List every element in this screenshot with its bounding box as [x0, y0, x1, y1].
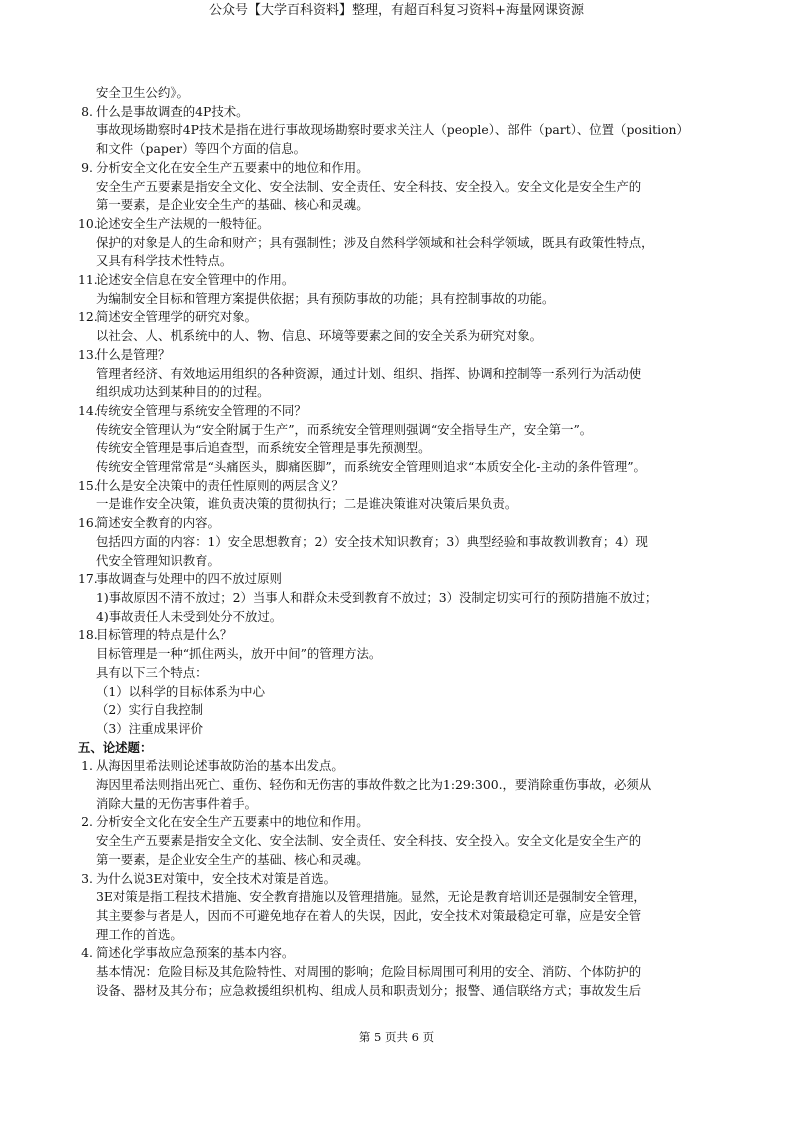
answer-text: 组织成功达到某种目的的过程。	[96, 384, 270, 400]
answer-text: 理工作的首选。	[96, 926, 183, 942]
question-number: 17.	[78, 571, 98, 587]
question-item	[78, 271, 728, 290]
page-header: 公众号【大学百科资料】整理，有超百科复习资料+海量网课资源	[209, 3, 584, 18]
answer-text: 事故现场勘察时4P技术是指在进行事故现场勘察时要求关注人（people）、部件（part）、位置（position）	[96, 122, 689, 138]
answer-text: （1）以科学的目标体系为中心	[96, 683, 265, 699]
question-text: 什么是事故调查的4P技术。	[96, 103, 249, 119]
answer-text: 海因里希法则指出死亡、重伤、轻伤和无伤害的事故件数之比为1:29:300.，要消除重伤事故，必须从	[96, 777, 652, 793]
answer-text: 安全生产五要素是指安全文化、安全法制、安全责任、安全科技、安全投入。安全文化是安全生产的	[96, 833, 642, 849]
question-item	[78, 159, 728, 178]
question-text: 目标管理的特点是什么？	[96, 627, 233, 643]
question-item	[78, 215, 728, 234]
question-item	[78, 308, 728, 327]
question-number: 8.	[81, 103, 93, 119]
question-text: 简述安全教育的内容。	[96, 515, 220, 531]
question-item	[78, 626, 728, 645]
question-number: 18.	[78, 627, 98, 643]
answer-text: 第一要素，是企业安全生产的基础、核心和灵魂。	[96, 851, 369, 867]
question-text: 论述安全信息在安全管理中的作用。	[96, 272, 295, 288]
question-text: 分析安全文化在安全生产五要素中的地位和作用。	[96, 159, 369, 175]
answer-text: 消除大量的无伤害事件着手。	[96, 795, 258, 811]
question-number: 4.	[81, 945, 93, 961]
answer-text: 又具有科学技术性特点。	[96, 253, 233, 269]
answer-text: 安全生产五要素是指安全文化、安全法制、安全责任、安全科技、安全投入。安全文化是安全生产的	[96, 178, 642, 194]
question-text: 分析安全文化在安全生产五要素中的地位和作用。	[96, 814, 369, 830]
answer-text: 目标管理是一种“抓住两头，放开中间”的管理方法。	[96, 646, 382, 662]
question-number: 16.	[78, 515, 98, 531]
question-text: 从海因里希法则论述事故防治的基本出发点。	[96, 758, 344, 774]
question-item	[78, 870, 728, 889]
question-text: 事故调查与处理中的四不放过原则	[96, 571, 282, 587]
answer-text: 安全卫生公约》。	[96, 85, 189, 100]
answer-text: 传统安全管理常常是“头痛医头，脚痛医脚”，而系统安全管理则追求“本质安全化-主动的条件管理”。	[96, 459, 646, 475]
question-number: 12.	[78, 309, 98, 325]
question-number: 11.	[78, 272, 98, 288]
answer-text: （3）注重成果评价	[96, 720, 204, 736]
answer-text: 设备、器材及其分布；应急救援组织机构、组成人员和职责划分；报警、通信联络方式；事故发生后	[96, 982, 642, 998]
question-number: 13.	[78, 346, 98, 362]
question-text: 传统安全管理与系统安全管理的不同？	[96, 402, 307, 418]
answer-text: 一是谁作安全决策，谁负责决策的贯彻执行；二是谁决策谁对决策后果负责。	[96, 496, 518, 512]
question-number: 10.	[78, 215, 98, 231]
question-item	[78, 944, 728, 963]
answer-text: 具有以下三个特点：	[96, 664, 208, 680]
question-number: 14.	[78, 402, 98, 418]
answer-text: 1)事故原因不清不放过；2）当事人和群众未受到教育不放过；3）没制定切实可行的预防措施不放过；	[96, 589, 658, 605]
question-item	[78, 402, 728, 421]
question-item	[78, 103, 728, 122]
question-number: 1.	[81, 758, 93, 774]
question-text: 简述化学事故应急预案的基本内容。	[96, 945, 295, 961]
question-item	[78, 570, 728, 589]
answer-text: 为编制安全目标和管理方案提供依据；具有预防事故的功能；具有控制事故的功能。	[96, 290, 555, 306]
answer-text: 基本情况：危险目标及其危险特性、对周围的影响；危险目标周围可利用的安全、消防、个体防护的	[96, 964, 642, 980]
question-item	[78, 514, 728, 533]
question-text: 什么是安全决策中的责任性原则的两层含义？	[96, 477, 344, 493]
answer-text: 保护的对象是人的生命和财产；具有强制性；涉及自然科学领域和社会科学领域，既具有政策性特点，	[96, 234, 654, 250]
question-text: 论述安全生产法规的一般特征。	[96, 215, 270, 231]
question-item	[78, 813, 728, 832]
answer-text: 和文件（paper）等四个方面的信息。	[96, 141, 306, 157]
question-text: 简述安全管理学的研究对象。	[96, 309, 258, 325]
section-heading: 五、论述题：	[78, 739, 153, 755]
question-item	[78, 346, 728, 365]
answer-text: 3E对策是指工程技术措施、安全教育措施以及管理措施。显然，无论是教育培训还是强制安全管理，	[96, 889, 646, 905]
answer-text: 其主要参与者是人，因而不可避免地存在着人的失误，因此，安全技术对策最稳定可靠，应是安全管	[96, 907, 642, 923]
answer-text: 代安全管理知识教育。	[96, 552, 220, 568]
document-body	[78, 84, 728, 1000]
question-text: 为什么说3E对策中，安全技术对策是首选。	[96, 870, 336, 886]
answer-text: 管理者经济、有效地运用组织的各种资源，通过计划、组织、指挥、协调和控制等一系列行为活动使	[96, 365, 642, 381]
answer-text: 以社会、人、机系统中的人、物、信息、环境等要素之间的安全关系为研究对象。	[96, 328, 543, 344]
question-item	[78, 477, 728, 496]
answer-text: 包括四方面的内容：1）安全思想教育；2）安全技术知识教育；3）典型经验和事故教训教育；4）现	[96, 533, 648, 549]
question-item	[78, 757, 728, 776]
answer-text: （2）实行自我控制	[96, 702, 204, 718]
question-number: 3.	[81, 870, 93, 886]
answer-text: 传统安全管理认为“安全附属于生产”，而系统安全管理则强调“安全指导生产，安全第一”。	[96, 421, 593, 437]
page-footer: 第 5 页共 6 页	[358, 1030, 435, 1044]
answer-text: 传统安全管理是事后追查型，而系统安全管理是事先预测型。	[96, 440, 431, 456]
answer-text: 4)事故责任人未受到处分不放过。	[96, 608, 283, 624]
question-number: 2.	[81, 814, 93, 830]
answer-text: 第一要素，是企业安全生产的基础、核心和灵魂。	[96, 197, 369, 213]
question-text: 什么是管理？	[96, 346, 171, 362]
question-number: 9.	[81, 159, 93, 175]
question-number: 15.	[78, 477, 98, 493]
